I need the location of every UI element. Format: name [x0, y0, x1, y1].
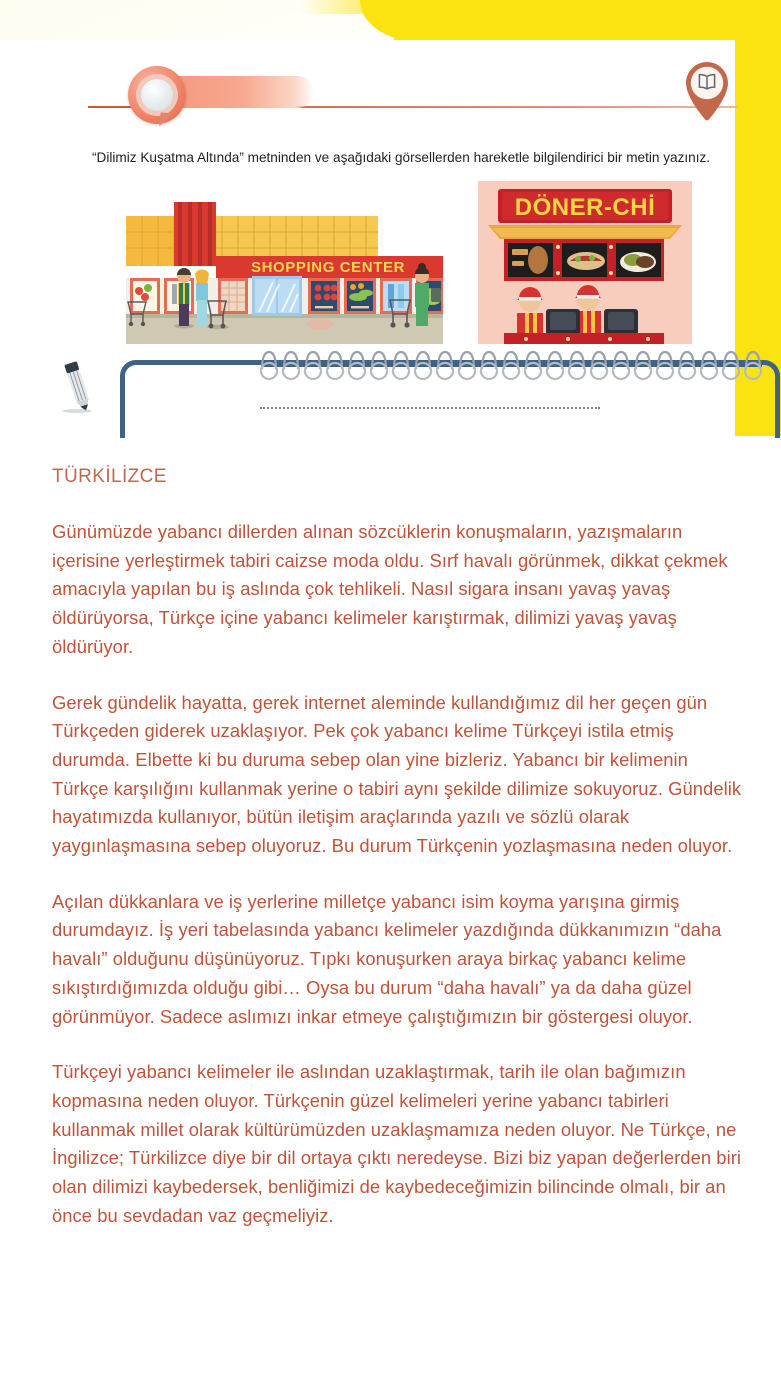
answer-notebook: [48, 352, 738, 438]
instruction-sentence: “Dilimiz Kuşatma Altında” metninden ve aşağıdaki görsellerden hareketle bilgilendirici bir metin yazınız.: [92, 149, 711, 165]
speech-bubble-badge-icon: [128, 66, 186, 124]
article-paragraph: Türkçeyi yabancı kelimeler ile aslından uzaklaştırmak, tarih ile olan bağımızın kopmasına neden oluyor. Türkçenin güzel kelimeleri yerine yabancı tabirleri kullanmak millet olarak kültürümüzden uzaklaşmamıza neden oluyor. Ne Türkçe, ne İngilizce; Türkilizce diye bir dil ortaya çıktı neredeyse. Bizi biz yapan değerlerden biri olan dilimizi kaybedersek, benliğimizi de kaybedeceğimizin bilincinde olmalı, bir an önce bu sevdadan vaz geçmeliyiz.: [52, 1061, 742, 1226]
article-paragraph: Gerek gündelik hayatta, gerek internet aleminde kullandığımız dil her geçen gün Türkçeden giderek uzaklaşıyor. Pek çok yabancı kelime Türkçeyi istila etmiş durumda. Elbette ki bu duruma sebep olan yine bizleriz. Yabancı bir kelimenin Türkçe karşılığını kullanmak yerine o tabiri aynı şekilde dilimize sokuyoruz. Gündelik hayatımızda kullanıyor, bütün iletişim araçlarında yazılı ve sözlü olarak yaygınlaşmasına sebep oluyoruz. Bu durum Türkçenin yozlaşmasına neden oluyor.: [52, 691, 742, 857]
article-paragraph: Açılan dükkanlara ve iş yerlerine milletçe yabancı isim koyma yarışına girmiş durumdayız. İş yeri tabelasında yabancı kelimeler yazdığında dükkanımızın “daha havalı” olduğunu düşünüyoruz. Tıpkı konuşurken araya birkaç yabancı kelime sıkıştırdığımızda olduğu gibi… Oysa bu durum “daha havalı” ya da daha güzel görünmüyor. Sadece aslımızı inkar etmeye çalıştığımızın bir göstergesi oluyor.: [52, 890, 722, 1027]
svg-text:DÖNER-CHİ: DÖNER-CHİ: [514, 194, 656, 221]
writing-line[interactable]: [260, 407, 600, 409]
doner-shop-illustration: [478, 181, 692, 344]
svg-text:SHOPPING CENTER: SHOPPING CENTER: [250, 259, 406, 276]
activity-header: [60, 62, 740, 120]
spiral-binding-icon: [258, 345, 768, 385]
badge-tail: [159, 112, 172, 127]
badge-core: [141, 79, 173, 111]
article-paragraph: Günümüzde yabancı dillerden alınan sözcüklerin konuşmaların, yazışmaların içerisine yerleştirmek tabiri caizse moda oldu. Sırf havalı görünmek, dikkat çekmek amacıyla yapılan bu iş aslında çok tehlikeli. Nasıl sigara insanı yavaş yavaş öldürüyorsa, Türkçe içine yabancı kelimeler karıştırmak, dilimizi yavaş yavaş öldürüyor.: [52, 521, 728, 657]
instruction-text: [64, 146, 742, 169]
pencil-icon: [56, 358, 100, 418]
shopping-center-illustration: [122, 196, 447, 344]
map-pin-book-icon: [680, 60, 734, 124]
yellow-top-band: [394, 0, 781, 40]
article-body: [52, 466, 742, 1230]
article-title: TÜRKİLİZCE: [52, 466, 167, 487]
